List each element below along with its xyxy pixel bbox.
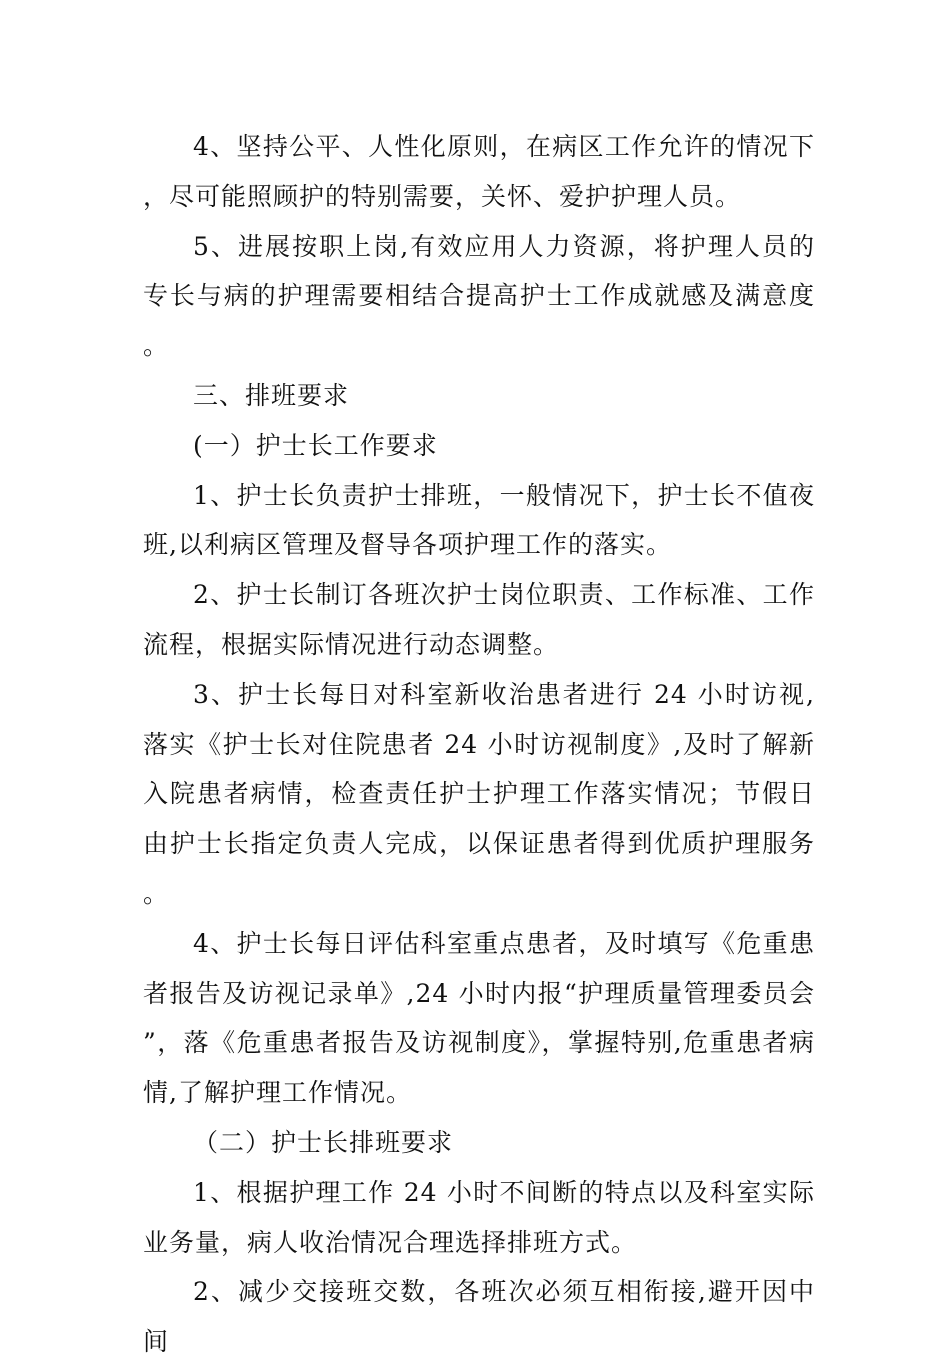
paragraph-principle-5: 5、进展按职上岗,有效应用人力资源，将护理人员的专长与病的护理需要相结合提高护士工作成就感及满意度。 [143, 231, 815, 361]
paragraph-principle-4: 4、坚持公平、人性化原则，在病区工作允许的情况下，尽可能照顾护的特别需要，关怀、爱护护理人员。 [143, 132, 815, 211]
paragraph-head-nurse-requirement-2: 2、护士长制订各班次护士岗位职责、工作标准、工作流程，根据实际情况进行动态调整。 [143, 580, 815, 659]
paragraph-head-nurse-requirement-3: 3、护士长每日对科室新收治患者进行 24 小时访视,落实《护士长对住院患者 24 小时访视制度》,及时了解新入院患者病情，检查责任护士护理工作落实情况；节假日由护士长指定负责人完成，以保证患者得到优质护理服务。 [143, 679, 815, 908]
document-body [143, 122, 815, 1367]
subsection-heading-head-nurse-scheduling-requirements: （二）护士长排班要求 [193, 1127, 454, 1157]
paragraph-head-nurse-requirement-4: 4、护士长每日评估科室重点患者，及时填写《危重患者报告及访视记录单》,24 小时内报“护理质量管理委员会”，落《危重患者报告及访视制度》，掌握特别,危重患者病情,了解护理工作情况。 [143, 928, 815, 1108]
paragraph-scheduling-requirement-2: 2、减少交接班交数，各班次必须互相衔接,避开因中间 [143, 1277, 815, 1357]
paragraph-head-nurse-requirement-1: 1、护士长负责护士排班，一般情况下，护士长不值夜班,以利病区管理及督导各项护理工作的落实。 [143, 480, 815, 560]
paragraph-scheduling-requirement-1: 1、根据护理工作 24 小时不间断的特点以及科室实际业务量，病人收治情况合理选择排班方式。 [143, 1177, 815, 1257]
section-heading-scheduling-requirements: 三、排班要求 [193, 380, 350, 410]
subsection-heading-head-nurse-work-requirements: (一）护士长工作要求 [193, 430, 438, 460]
